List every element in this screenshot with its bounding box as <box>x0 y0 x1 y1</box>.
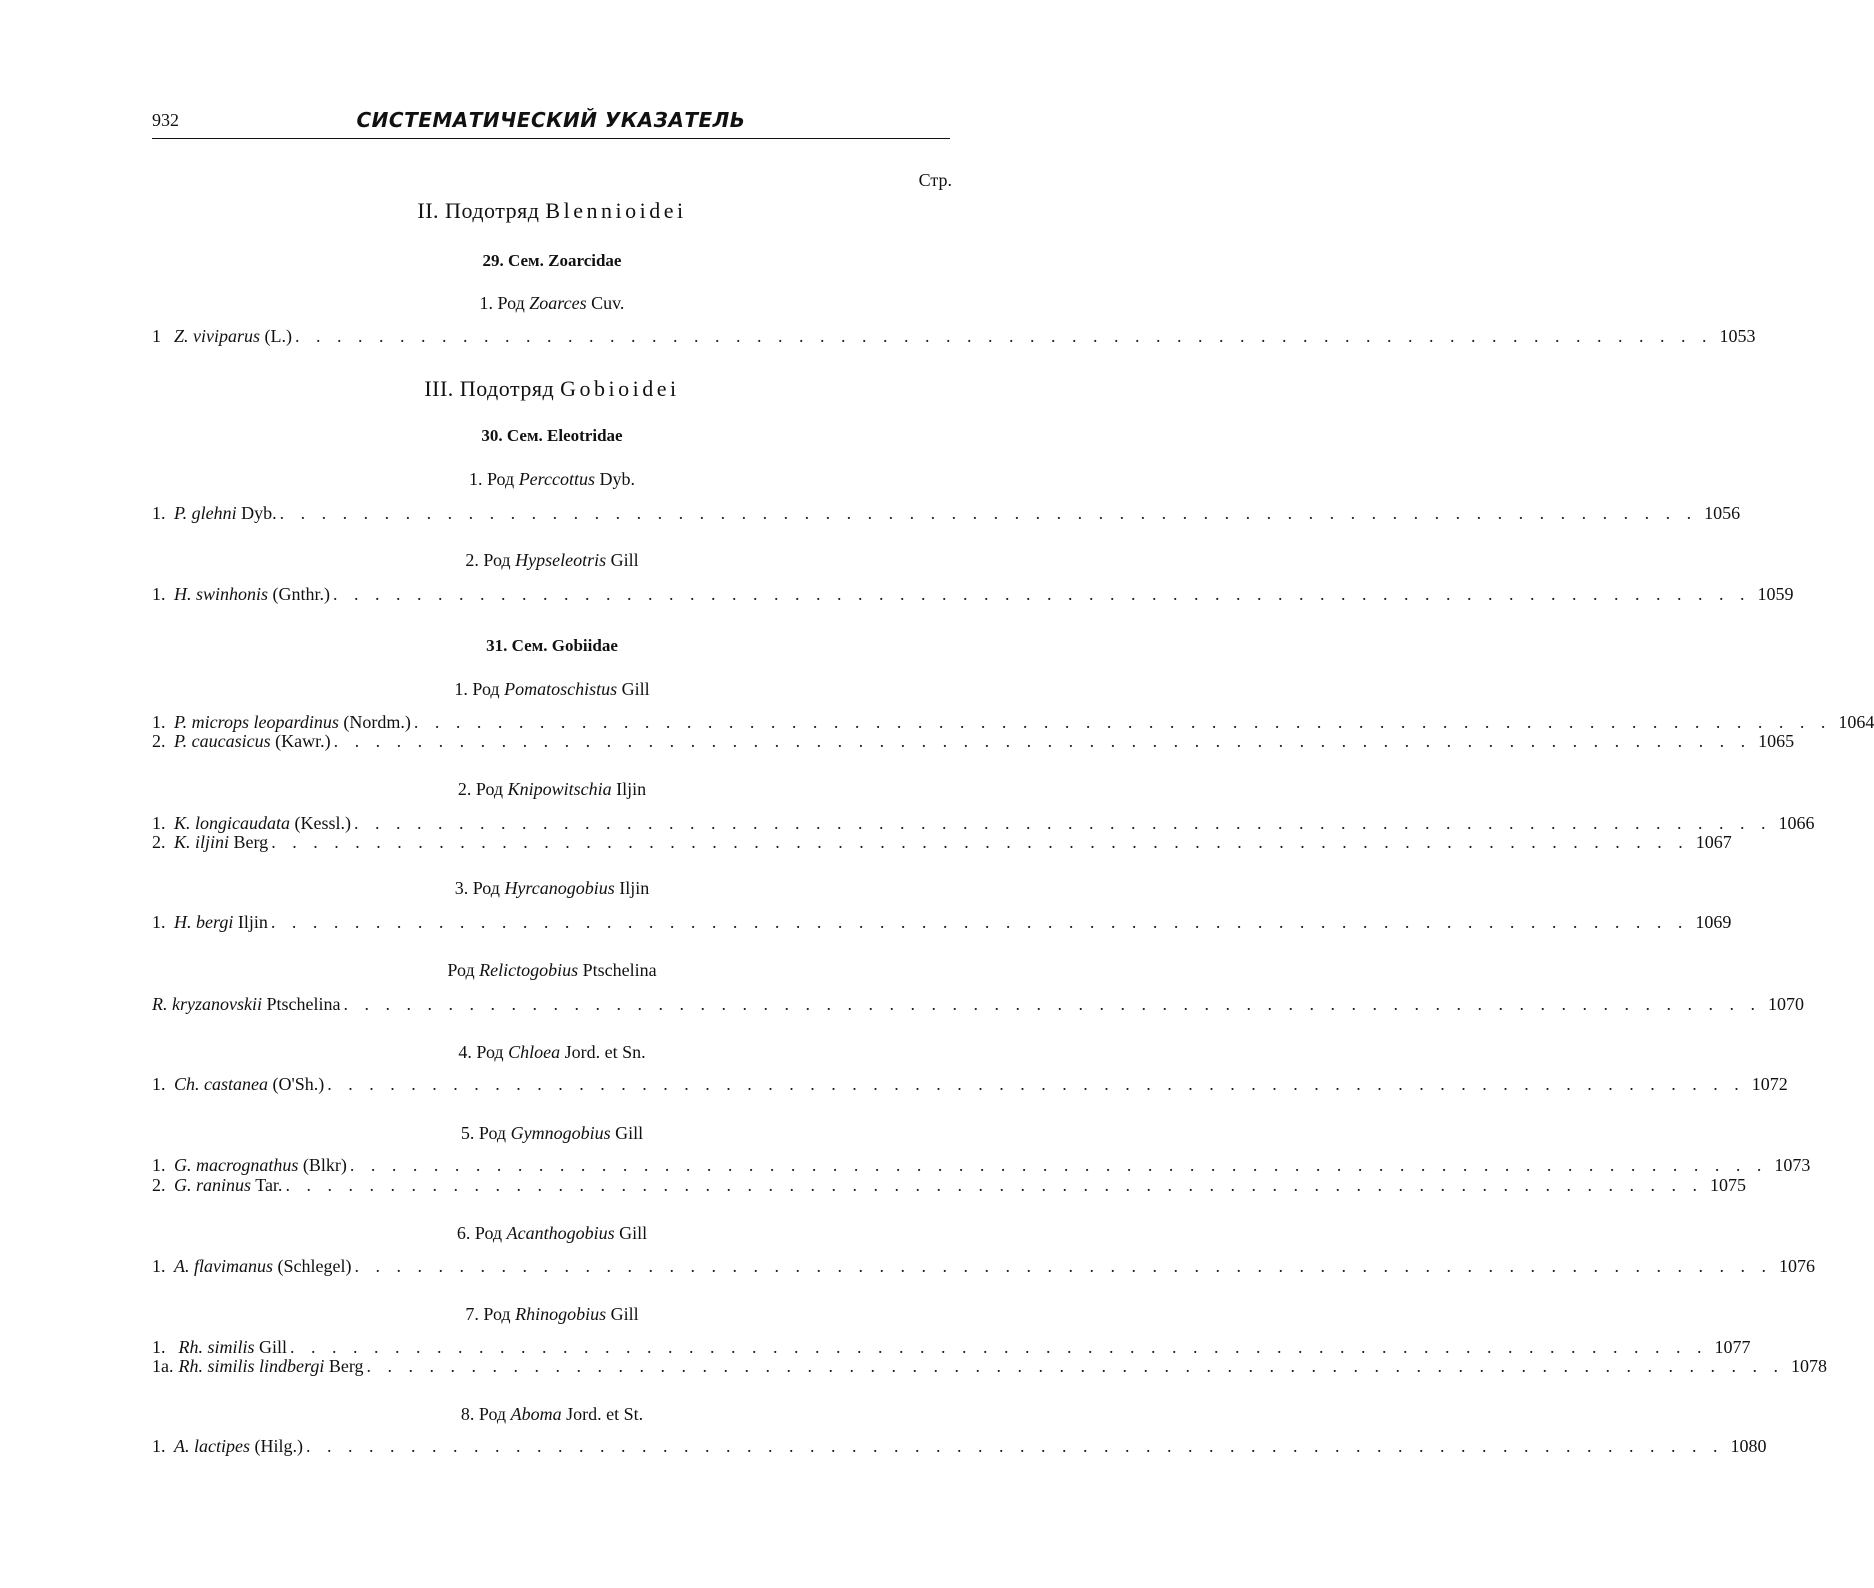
suborder-heading: II. Подотряд Blennioidei <box>417 198 687 223</box>
page-reference: 1077 <box>1714 1337 1751 1357</box>
page-reference: 1072 <box>1751 1074 1788 1094</box>
species-entry: 1 Z. viviparus (L.) . . . . . . . . . . . . . . . . . . . . . . . . . . . . . . . . . . . . . . . . . . . . . . . . . . . . . . . . . . . . . . . . . . . . 1053 <box>152 326 1756 346</box>
species-entry: 1. G. macrognathus (Blkr) . . . . . . . . . . . . . . . . . . . . . . . . . . . . . . . . . . . . . . . . . . . . . . . . . . . . . . . . . . . . . . . . . . . . 1073 <box>152 1155 1811 1175</box>
genus-heading: 2. Род Knipowitschia Iljin <box>457 779 647 799</box>
leader-dots: . . . . . . . . . . . . . . . . . . . . . . . . . . . . . . . . . . . . . . . . . . . . . . . . . . . . . . . . . . . . . . . . . . . . <box>270 912 1689 932</box>
leader-dots: . . . . . . . . . . . . . . . . . . . . . . . . . . . . . . . . . . . . . . . . . . . . . . . . . . . . . . . . . . . . . . . . . . . . <box>279 503 1698 523</box>
header-rule <box>152 138 950 139</box>
family-heading: 31. Сем. Gobiidae <box>486 636 618 655</box>
species-entry: 1. H. bergi Iljin . . . . . . . . . . . . . . . . . . . . . . . . . . . . . . . . . . . . . . . . . . . . . . . . . . . . . . . . . . . . . . . . . . . . 1069 <box>152 912 1732 932</box>
family-heading: 30. Сем. Eleotridae <box>481 426 623 445</box>
suborder-latin: Blennioidei <box>545 198 687 223</box>
leader-dots: . . . . . . . . . . . . . . . . . . . . . . . . . . . . . . . . . . . . . . . . . . . . . . . . . . . . . . . . . . . . . . . . . . . . <box>305 1436 1724 1456</box>
genus-heading: 4. Род Chloea Jord. et Sn. <box>458 1042 646 1062</box>
species-entry: 1a. Rh. similis lindbergi Berg . . . . . . . . . . . . . . . . . . . . . . . . . . . . . . . . . . . . . . . . . . . . . . . . . . . . . . . . . . . . . . . . . . . . 1078 <box>152 1356 1828 1376</box>
genus-heading: 3. Род Hyrcanogobius Iljin <box>454 878 650 898</box>
species-entry: 1. K. longicaudata (Kessl.) . . . . . . . . . . . . . . . . . . . . . . . . . . . . . . . . . . . . . . . . . . . . . . . . . . . . . . . . . . . . . . . . . . . . 1066 <box>152 813 1815 833</box>
leader-dots: . . . . . . . . . . . . . . . . . . . . . . . . . . . . . . . . . . . . . . . . . . . . . . . . . . . . . . . . . . . . . . . . . . . . <box>349 1155 1768 1175</box>
leader-dots: . . . . . . . . . . . . . . . . . . . . . . . . . . . . . . . . . . . . . . . . . . . . . . . . . . . . . . . . . . . . . . . . . . . . <box>413 712 1832 732</box>
species-entry: 1. A. flavimanus (Schlegel) . . . . . . . . . . . . . . . . . . . . . . . . . . . . . . . . . . . . . . . . . . . . . . . . . . . . . . . . . . . . . . . . . . . . 1076 <box>152 1256 1815 1276</box>
genus-heading: 6. Род Acanthogobius Gill <box>456 1223 648 1243</box>
page-reference: 1056 <box>1704 503 1741 523</box>
leader-dots: . . . . . . . . . . . . . . . . . . . . . . . . . . . . . . . . . . . . . . . . . . . . . . . . . . . . . . . . . . . . . . . . . . . . <box>354 813 1772 833</box>
genus-heading: 5. Род Gymnogobius Gill <box>460 1123 644 1143</box>
species-entry: 2. G. raninus Tar. . . . . . . . . . . . . . . . . . . . . . . . . . . . . . . . . . . . . . . . . . . . . . . . . . . . . . . . . . . . . . . . . . . . . 1075 <box>152 1175 1746 1195</box>
page-reference: 1070 <box>1767 994 1804 1014</box>
species-entry: 1. Ch. castanea (O'Sh.) . . . . . . . . . . . . . . . . . . . . . . . . . . . . . . . . . . . . . . . . . . . . . . . . . . . . . . . . . . . . . . . . . . . . 1072 <box>152 1074 1788 1094</box>
page-reference: 1066 <box>1778 813 1815 833</box>
leader-dots: . . . . . . . . . . . . . . . . . . . . . . . . . . . . . . . . . . . . . . . . . . . . . . . . . . . . . . . . . . . . . . . . . . . . <box>333 584 1751 604</box>
leader-dots: . . . . . . . . . . . . . . . . . . . . . . . . . . . . . . . . . . . . . . . . . . . . . . . . . . . . . . . . . . . . . . . . . . . . <box>285 1175 1703 1195</box>
species-entry: 1. Rh. similis Gill . . . . . . . . . . . . . . . . . . . . . . . . . . . . . . . . . . . . . . . . . . . . . . . . . . . . . . . . . . . . . . . . . . . . 1077 <box>152 1337 1751 1357</box>
suborder-latin: Gobioidei <box>560 376 680 401</box>
leader-dots: . . . . . . . . . . . . . . . . . . . . . . . . . . . . . . . . . . . . . . . . . . . . . . . . . . . . . . . . . . . . . . . . . . . . <box>295 326 1713 346</box>
page-reference: 1078 <box>1791 1356 1828 1376</box>
page-reference: 1064 <box>1838 712 1874 732</box>
species-entry: R. kryzanovskii Ptschelina . . . . . . . . . . . . . . . . . . . . . . . . . . . . . . . . . . . . . . . . . . . . . . . . . . . . . . . . . . . . . . . . . . . . 1070 <box>152 994 1804 1014</box>
page-column-label: Стр. <box>918 170 952 190</box>
leader-dots: . . . . . . . . . . . . . . . . . . . . . . . . . . . . . . . . . . . . . . . . . . . . . . . . . . . . . . . . . . . . . . . . . . . . <box>343 994 1761 1014</box>
leader-dots: . . . . . . . . . . . . . . . . . . . . . . . . . . . . . . . . . . . . . . . . . . . . . . . . . . . . . . . . . . . . . . . . . . . . <box>366 1356 1785 1376</box>
leader-dots: . . . . . . . . . . . . . . . . . . . . . . . . . . . . . . . . . . . . . . . . . . . . . . . . . . . . . . . . . . . . . . . . . . . . <box>327 1074 1745 1094</box>
leader-dots: . . . . . . . . . . . . . . . . . . . . . . . . . . . . . . . . . . . . . . . . . . . . . . . . . . . . . . . . . . . . . . . . . . . . <box>333 731 1752 751</box>
genus-heading: 2. Род Hypseleotris Gill <box>465 550 639 570</box>
page-reference: 1067 <box>1695 832 1732 852</box>
genus-heading: 8. Род Aboma Jord. et St. <box>460 1404 644 1424</box>
page-reference: 1073 <box>1774 1155 1811 1175</box>
page-reference: 1080 <box>1730 1436 1767 1456</box>
suborder-heading: III. Подотряд Gobioidei <box>424 376 680 401</box>
page-header <box>152 106 950 140</box>
page-reference: 1059 <box>1757 584 1794 604</box>
leader-dots: . . . . . . . . . . . . . . . . . . . . . . . . . . . . . . . . . . . . . . . . . . . . . . . . . . . . . . . . . . . . . . . . . . . . <box>290 1337 1708 1357</box>
leader-dots: . . . . . . . . . . . . . . . . . . . . . . . . . . . . . . . . . . . . . . . . . . . . . . . . . . . . . . . . . . . . . . . . . . . . <box>354 1256 1772 1276</box>
genus-heading: 1. Род Zoarces Cuv. <box>479 293 625 313</box>
genus-heading: 1. Род Perccottus Dyb. <box>468 469 635 489</box>
genus-heading: 1. Род Pomatoschistus Gill <box>454 679 650 699</box>
page-reference: 1075 <box>1709 1175 1746 1195</box>
species-entry: 1. H. swinhonis (Gnthr.) . . . . . . . . . . . . . . . . . . . . . . . . . . . . . . . . . . . . . . . . . . . . . . . . . . . . . . . . . . . . . . . . . . . . 1059 <box>152 584 1794 604</box>
species-entry: 1. A. lactipes (Hilg.) . . . . . . . . . . . . . . . . . . . . . . . . . . . . . . . . . . . . . . . . . . . . . . . . . . . . . . . . . . . . . . . . . . . . 1080 <box>152 1436 1767 1456</box>
species-entry: 2. K. iljini Berg . . . . . . . . . . . . . . . . . . . . . . . . . . . . . . . . . . . . . . . . . . . . . . . . . . . . . . . . . . . . . . . . . . . . 1067 <box>152 832 1732 852</box>
genus-heading: Род Relictogobius Ptschelina <box>447 960 657 980</box>
family-heading: 29. Сем. Zoarcidae <box>482 251 622 270</box>
page-reference: 1053 <box>1719 326 1756 346</box>
species-entry: 1. P. microps leopardinus (Nordm.) . . . . . . . . . . . . . . . . . . . . . . . . . . . . . . . . . . . . . . . . . . . . . . . . . . . . . . . . . . . . . . . . . . . . 1064 <box>152 712 1874 732</box>
page-reference: 1065 <box>1758 731 1795 751</box>
genus-heading: 7. Род Rhinogobius Gill <box>465 1304 639 1324</box>
running-title: СИСТЕМАТИЧЕСКИЙ УКАЗАТЕЛЬ <box>356 108 746 132</box>
species-entry: 2. P. caucasicus (Kawr.) . . . . . . . . . . . . . . . . . . . . . . . . . . . . . . . . . . . . . . . . . . . . . . . . . . . . . . . . . . . . . . . . . . . . 1065 <box>152 731 1795 751</box>
page-reference: 1076 <box>1778 1256 1815 1276</box>
page-reference: 1069 <box>1695 912 1732 932</box>
page-number: 932 <box>152 110 179 130</box>
leader-dots: . . . . . . . . . . . . . . . . . . . . . . . . . . . . . . . . . . . . . . . . . . . . . . . . . . . . . . . . . . . . . . . . . . . . <box>271 832 1689 852</box>
species-entry: 1. P. glehni Dyb. . . . . . . . . . . . . . . . . . . . . . . . . . . . . . . . . . . . . . . . . . . . . . . . . . . . . . . . . . . . . . . . . . . . . 1056 <box>152 503 1741 523</box>
